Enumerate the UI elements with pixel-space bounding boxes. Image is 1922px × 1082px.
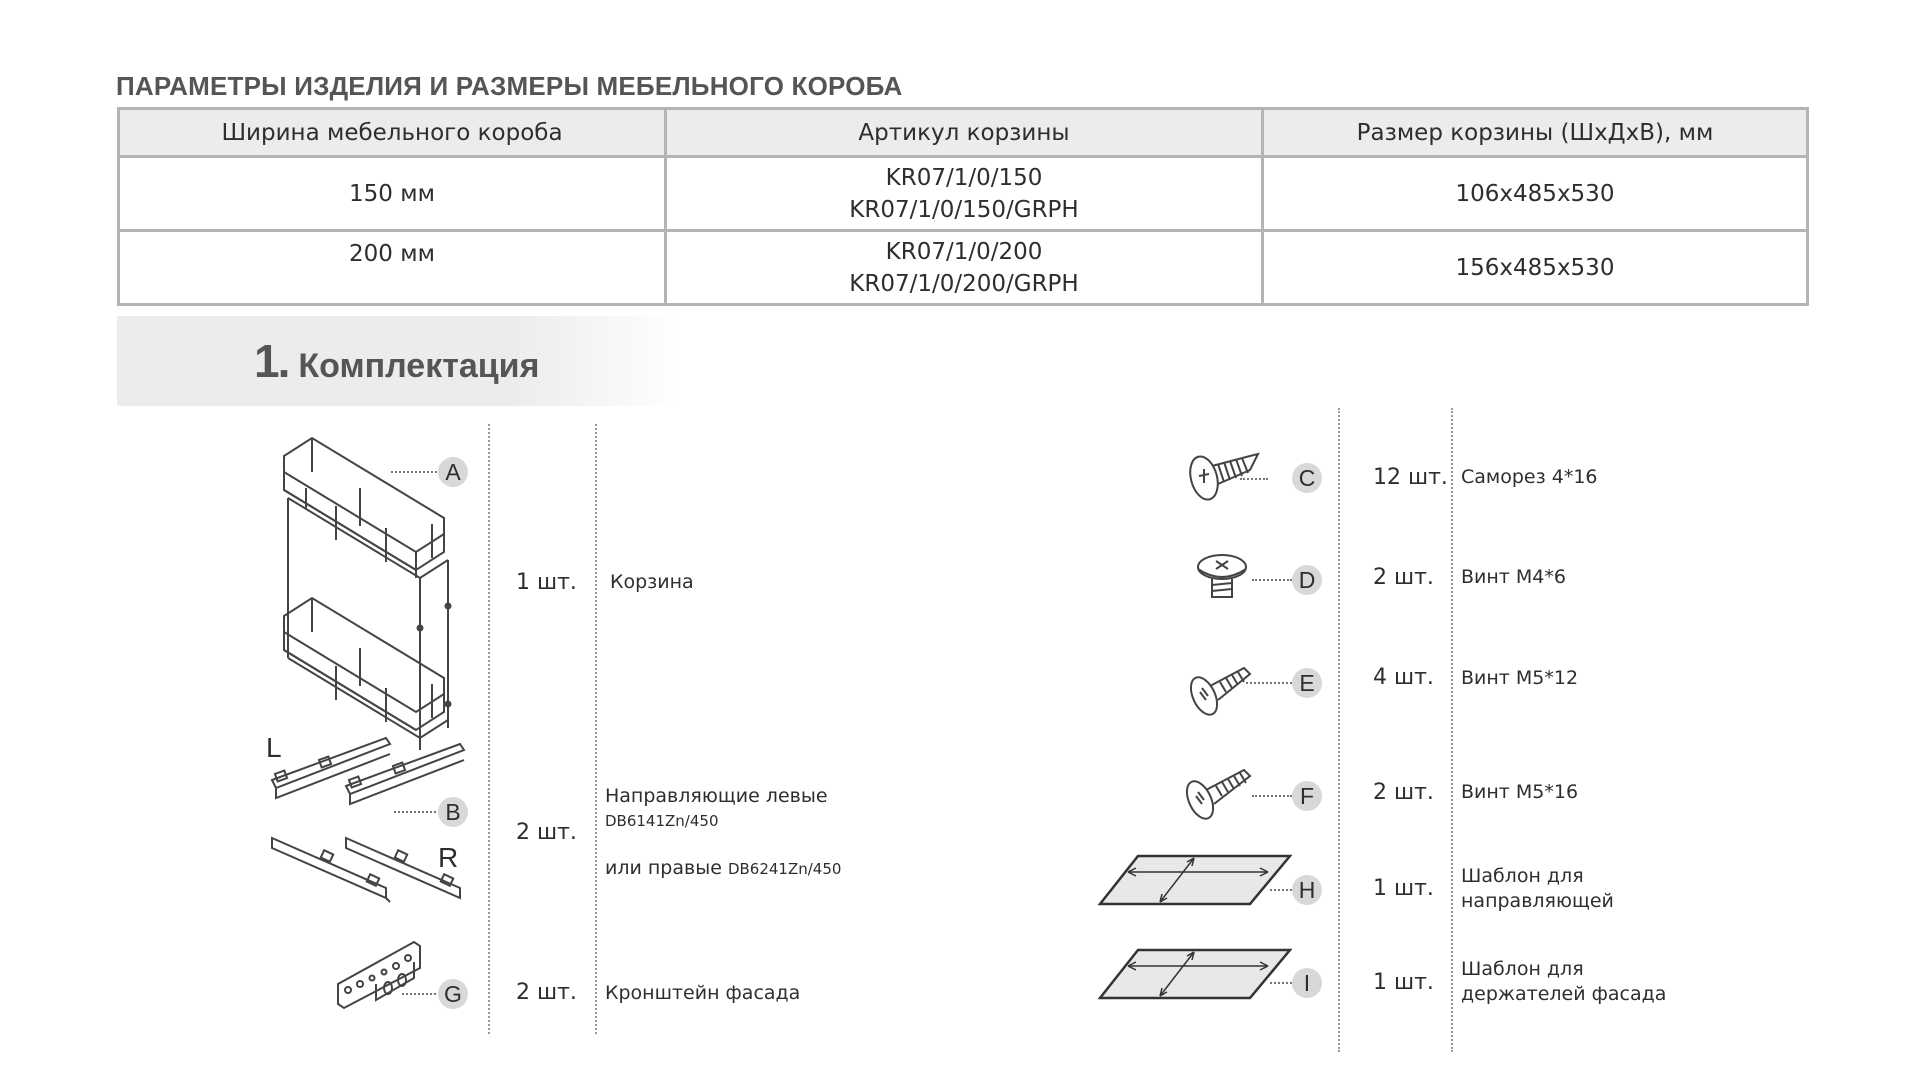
item-quantity: 1 шт. — [1373, 970, 1434, 995]
slides-left-label: Направляющие левые — [605, 785, 828, 807]
item-description — [1461, 957, 1666, 1007]
item-quantity: 2 шт. — [1373, 780, 1434, 805]
section-number: 1. — [254, 335, 289, 387]
item-letter-badge: E — [1292, 668, 1322, 698]
item-description — [1461, 465, 1598, 490]
item-description: Кронштейн фасада — [605, 982, 801, 1004]
description-line: Винт М4*6 — [1461, 566, 1566, 588]
cell-articles — [666, 157, 1263, 231]
item-description — [1461, 780, 1578, 805]
column-divider — [595, 424, 597, 1034]
column-divider — [1338, 408, 1340, 1052]
table-row — [119, 157, 1808, 231]
slides-right-label: или правые — [605, 857, 722, 879]
item-description — [1461, 565, 1566, 590]
leader-line — [1270, 889, 1292, 891]
table-header-row — [119, 109, 1808, 157]
item-quantity: 1 шт. — [516, 570, 577, 595]
column-divider — [488, 424, 490, 1034]
description-line: Саморез 4*16 — [1461, 466, 1598, 488]
right-side-label: R — [438, 842, 459, 873]
item-quantity: 12 шт. — [1373, 465, 1448, 490]
item-letter-badge: C — [1292, 463, 1322, 493]
item-quantity: 1 шт. — [1373, 876, 1434, 901]
facade-bracket-icon — [336, 938, 426, 1010]
wire-basket-icon — [276, 428, 466, 758]
params-table — [117, 107, 1809, 306]
description-line: Винт М5*16 — [1461, 781, 1579, 803]
item-letter-badge: G — [438, 979, 468, 1009]
cell-basket-size: 156x485x530 — [1263, 231, 1808, 305]
machine-screw-m5-12-icon — [1188, 660, 1258, 720]
machine-screw-m5-16-icon — [1184, 764, 1256, 824]
item-quantity: 2 шт. — [516, 820, 577, 845]
item-quantity: 2 шт. — [1373, 565, 1434, 590]
table-row — [119, 231, 1808, 305]
item-quantity: 2 шт. — [516, 980, 577, 1005]
leader-line — [394, 811, 436, 813]
leader-line — [1246, 682, 1292, 684]
self-tapping-screw-icon — [1188, 448, 1268, 504]
column-divider — [1451, 408, 1453, 1052]
cell-articles — [666, 231, 1263, 305]
cell-box-width: 150 мм — [119, 157, 666, 231]
slides-right-code: DB6241Zn/450 — [727, 860, 842, 878]
header-box-width: Ширина мебельного короба — [119, 109, 666, 157]
article-code: KR07/1/0/150 — [885, 164, 1043, 191]
left-side-label: L — [266, 732, 282, 763]
article-code: KR07/1/0/200/GRPH — [849, 270, 1079, 297]
item-letter-badge: B — [438, 797, 468, 827]
section-title — [254, 334, 539, 388]
leader-line — [1270, 982, 1292, 984]
article-code: KR07/1/0/200 — [885, 238, 1043, 265]
description-line: Винт М5*12 — [1461, 667, 1579, 689]
item-letter-badge: D — [1292, 565, 1322, 595]
item-description — [1461, 666, 1578, 691]
article-code: KR07/1/0/150/GRPH — [849, 196, 1079, 223]
leader-line — [1240, 478, 1268, 480]
description-line: Шаблон для — [1461, 865, 1584, 887]
item-description — [1461, 864, 1614, 914]
item-letter-badge: H — [1292, 875, 1322, 905]
header-basket-size: Размер корзины (ШхДхВ), мм — [1263, 109, 1808, 157]
description-line: направляющей — [1461, 890, 1614, 912]
description-line: держателей фасада — [1461, 983, 1667, 1005]
machine-screw-m4-icon — [1196, 551, 1252, 603]
description-line: Шаблон для — [1461, 958, 1584, 980]
item-quantity: 4 шт. — [1373, 665, 1434, 690]
item-description — [605, 784, 841, 882]
header-article: Артикул корзины — [666, 109, 1263, 157]
leader-line — [1252, 795, 1292, 797]
cell-box-width: 200 мм — [119, 231, 666, 305]
drawer-slides-icon — [268, 734, 468, 914]
item-letter-badge: A — [438, 457, 468, 487]
cell-basket-size: 106x485x530 — [1263, 157, 1808, 231]
item-description: Корзина — [610, 571, 694, 593]
section-label: Комплектация — [298, 347, 540, 385]
leader-line — [402, 993, 436, 995]
slides-left-code: DB6141Zn/450 — [605, 812, 719, 830]
leader-line — [1252, 579, 1292, 581]
item-letter-badge: I — [1292, 968, 1322, 998]
slide-template-icon — [1098, 854, 1292, 908]
item-letter-badge: F — [1292, 781, 1322, 811]
leader-line — [391, 471, 437, 473]
params-title: ПАРАМЕТРЫ ИЗДЕЛИЯ И РАЗМЕРЫ МЕБЕЛЬНОГО КОРОБА — [116, 71, 903, 101]
facade-template-icon — [1098, 948, 1292, 1002]
